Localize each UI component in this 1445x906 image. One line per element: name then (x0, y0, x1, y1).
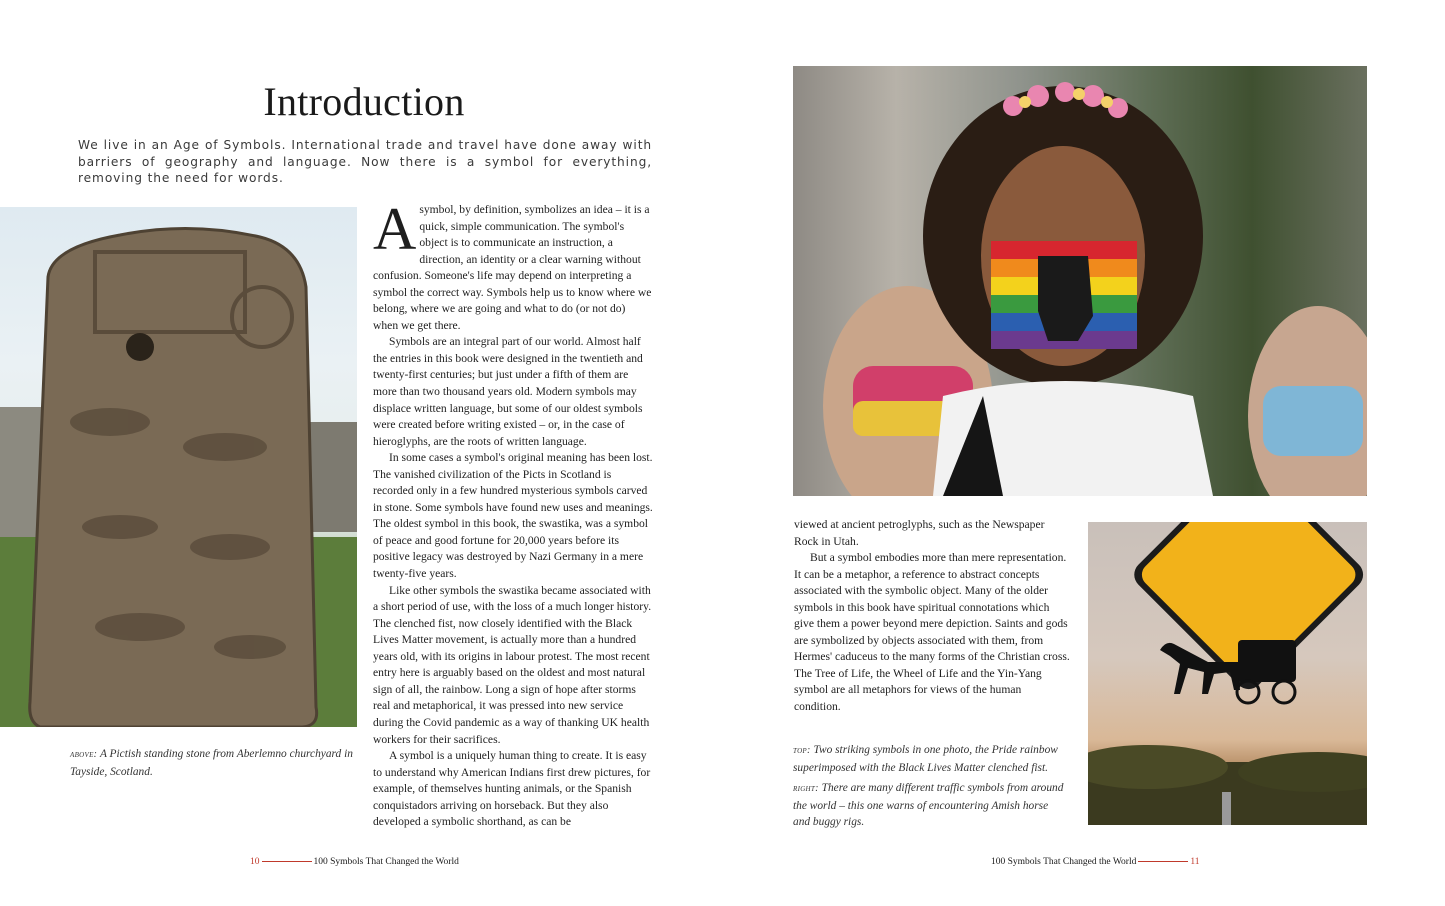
amish-buggy-traffic-sign-photo (1088, 522, 1367, 825)
footer-rule (1138, 860, 1188, 862)
intro-lede: We live in an Age of Symbols. International trade and travel have done away with barriers of geography and language. Now there is a symbol for everything, removing the need for words. (78, 138, 652, 185)
page-number: 10 (250, 857, 260, 867)
caption-label: above: (70, 749, 98, 760)
page-number: 11 (1190, 857, 1200, 867)
drop-cap: A (373, 196, 417, 262)
caption-text: Two striking symbols in one photo, the Pride rainbow superimposed with the Black Lives Matter clenched fist. (793, 744, 1058, 774)
running-title: 100 Symbols That Changed the World (313, 857, 459, 867)
caption-text: There are many different traffic symbols from around the world – this one warns of encountering Amish horse and buggy rigs. (793, 782, 1064, 828)
protester-rainbow-mask-photo (793, 66, 1367, 496)
footer-right (991, 857, 1200, 867)
caption-stone (70, 746, 355, 780)
footer-left (250, 857, 459, 867)
body-paragraph: But a symbol embodies more than mere representation. It can be a metaphor, a reference to abstract concepts associated with the symbolic object. Many of the older symbols in this book have spiritual connotations which give them a power beyond mere depiction. Saints and gods are symbolized by objects associated with them, from Hermes' caduceus to the many forms of the Christian cross. The Tree of Life, the Wheel of Life and the Yin-Yang symbol are all metaphors for views of the human condition. (794, 551, 1070, 714)
body-paragraph: A symbol is a uniquely human thing to create. It is easy to understand why American Indians first drew pictures, for example, of themselves hunting animals, or the Spanish conquistadors arriving on horseback. But they also developed a symbolic shorthand, as can be (373, 749, 651, 829)
traffic-sign-illustration (1088, 522, 1367, 825)
body-column-left (373, 196, 653, 831)
body-paragraph: In some cases a symbol's original meaning has been lost. The vanished civilization of the Picts in Scotland is recorded only in a few hundred mysterious symbols carved in stone. Some symbols have found new uses and meanings. The oldest symbol in this book, the swastika, was a symbol of peace and good fortune for 20,000 years before its positive legacy was destroyed by Nazi Germany in a mere twenty-five years. (373, 451, 653, 581)
caption-protest (793, 742, 1068, 776)
body-column-right (794, 517, 1070, 716)
footer-rule (262, 860, 312, 862)
pictish-stone-illustration (0, 207, 357, 727)
caption-label: top: (793, 745, 811, 756)
body-paragraph-text: symbol, by definition, symbolizes an idea – it is a quick, simple communication. The symbol's object is to communicate an instruction, a direction, an identity or a clear warning without confusion. Someone's life may depend on interpreting a symbol the correct way. Symbols help us to know where we belong, where we are going and what to do (or not do) when we get there. (373, 203, 652, 332)
body-paragraph: Like other symbols the swastika became associated with a short period of use, with the loss of a much longer history. The clenched fist, now closely identified with the Black Lives Matter movement, is actually more than a hundred years old, with its origins in labour protest. The most recent entry here is arguably based on the oldest and most natural sign of all, the rainbow. Long a sign of hope after storms real and metaphorical, it was pressed into new service during the Covid pandemic as a way of thanking UK health workers for their sacrifices. (373, 583, 652, 746)
caption-sign (793, 780, 1068, 831)
caption-text: A Pictish standing stone from Aberlemno churchyard in Tayside, Scotland. (70, 748, 353, 778)
body-paragraph (373, 196, 653, 334)
page-title: Introduction (263, 79, 465, 124)
caption-label: right: (793, 783, 819, 794)
body-paragraph: Symbols are an integral part of our world. Almost half the entries in this book were designed in the twentieth and twenty-first centuries; but just under a fifth of them are more than two thousand years old. Modern symbols may displace written language, but some of our oldest symbols were created before writing existed – or, in the case of hieroglyphs, are the roots of written language. (373, 335, 643, 448)
running-title: 100 Symbols That Changed the World (991, 857, 1137, 867)
protest-illustration (793, 66, 1367, 496)
pictish-stone-photo (0, 207, 357, 727)
body-paragraph: viewed at ancient petroglyphs, such as the Newspaper Rock in Utah. (794, 518, 1045, 548)
